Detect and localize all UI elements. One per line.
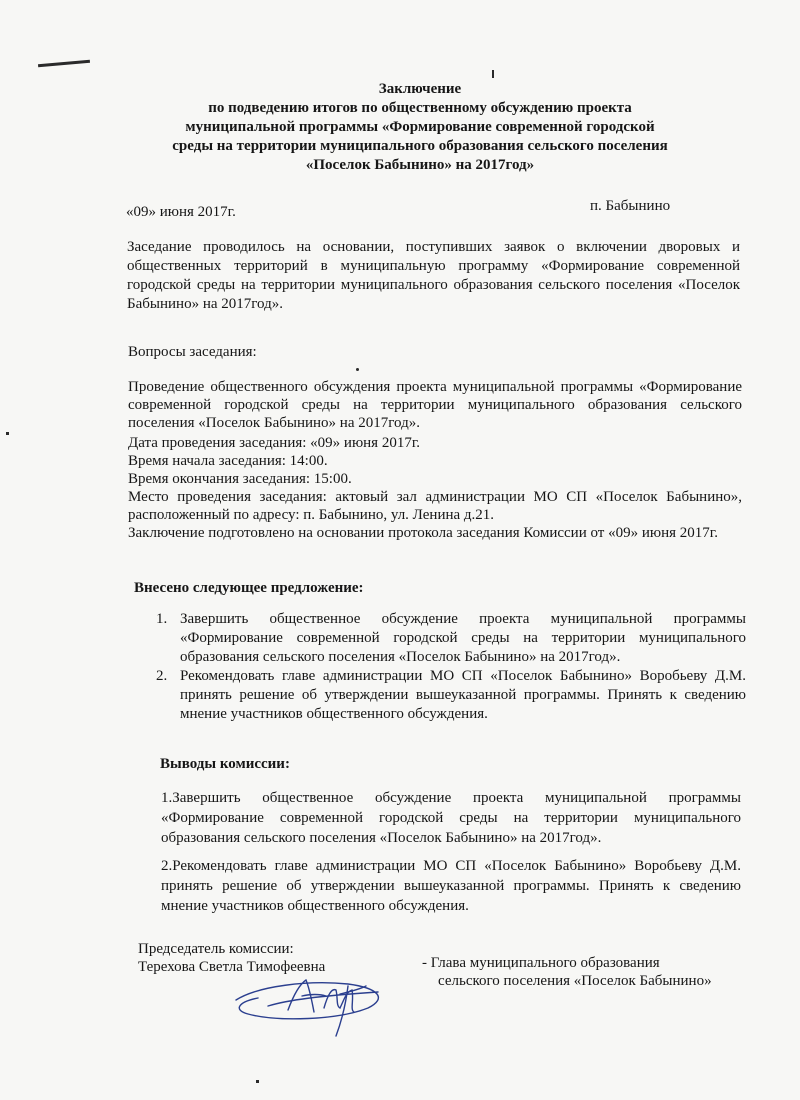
handwritten-signature [228, 950, 398, 1040]
conclusion-item: 2.Рекомендовать главе администрации МО СП «Поселок Бабынино» Воробьеву Д.М. принять решение об утверждении вышеуказанной программы. Принять к сведению мнение участников общественного обсуждения. [161, 858, 741, 914]
detail-line: Время начала заседания: 14:00. [128, 453, 328, 469]
proposal-list [156, 610, 746, 724]
list-text: Завершить общественное обсуждение проекта муниципальной программы «Формирование современной городской среды на территории муниципального образования сельского поселения «Поселок Бабынино» на 2017год». [180, 611, 746, 665]
proposal-heading: Внесено следующее предложение: [134, 580, 364, 596]
scan-mark [492, 70, 494, 78]
list-item [156, 610, 746, 667]
document-place: п. Бабынино [590, 198, 671, 214]
title-line: Заключение [378, 81, 462, 97]
list-text: Рекомендовать главе администрации МО СП «Поселок Бабынино» Воробьеву Д.М. принять решение об утверждении вышеуказанной программы. Принять к сведению мнение участников общественного обсуждения. [180, 668, 746, 722]
meeting-details [128, 434, 742, 542]
title-line: среды на территории муниципального образования сельского поселения [172, 138, 668, 154]
title-line: «Поселок Бабынино» на 2017год» [305, 157, 535, 173]
scan-mark [6, 432, 9, 435]
head-title-line2: сельского поселения «Поселок Бабынино» [438, 973, 712, 989]
document-title [150, 80, 690, 175]
location-text: Место проведения заседания: актовый зал администрации МО СП «Поселок Бабынино», расположенный по адресу: п. Бабынино, ул. Ленина д.21. [128, 489, 742, 523]
title-line: по подведению итогов по общественному обсуждению проекта [208, 100, 632, 116]
questions-label: Вопросы заседания: [128, 344, 257, 360]
list-number: 2. [156, 668, 168, 684]
conclusion-basis: Заключение подготовлено на основании протокола заседания Комиссии от «09» июня 2017г. [128, 525, 718, 541]
detail-line: Время окончания заседания: 15:00. [128, 471, 352, 487]
head-title-line1: - Глава муниципального образования [422, 955, 660, 971]
scan-mark [256, 1080, 259, 1083]
document-date: «09» июня 2017г. [126, 204, 236, 220]
conclusion-item: 1.Завершить общественное обсуждение проекта муниципальной программы «Формирование современной городской среды на территории муниципального образования сельского поселения «Поселок Бабынино» на 2017год». [161, 790, 741, 846]
detail-line: Дата проведения заседания: «09» июня 2017г. [128, 435, 421, 451]
chair-label: Председатель комиссии: [138, 941, 294, 957]
intro-paragraph: Заседание проводилось на основании, поступивших заявок о включении дворовых и общественных территорий в муниципальную программу «Формирование современной городской среды на территории муниципального образования сельского поселения «Поселок Бабынино» на 2017год». [127, 239, 740, 312]
conclusions-heading: Выводы комиссии: [160, 756, 290, 772]
list-item [156, 667, 746, 724]
title-line: муниципальной программы «Формирование современной городской [185, 119, 655, 135]
list-number: 1. [156, 611, 168, 627]
scan-mark [356, 368, 359, 371]
questions-text: Проведение общественного обсуждения проекта муниципальной программы «Формирование современной городской среды на территории муниципального образования сельского поселения «Поселок Бабынино» на 2017год». [128, 379, 742, 431]
scan-mark [38, 60, 90, 68]
head-block [422, 954, 712, 990]
chair-name: Терехова Светла Тимофеевна [138, 959, 326, 975]
